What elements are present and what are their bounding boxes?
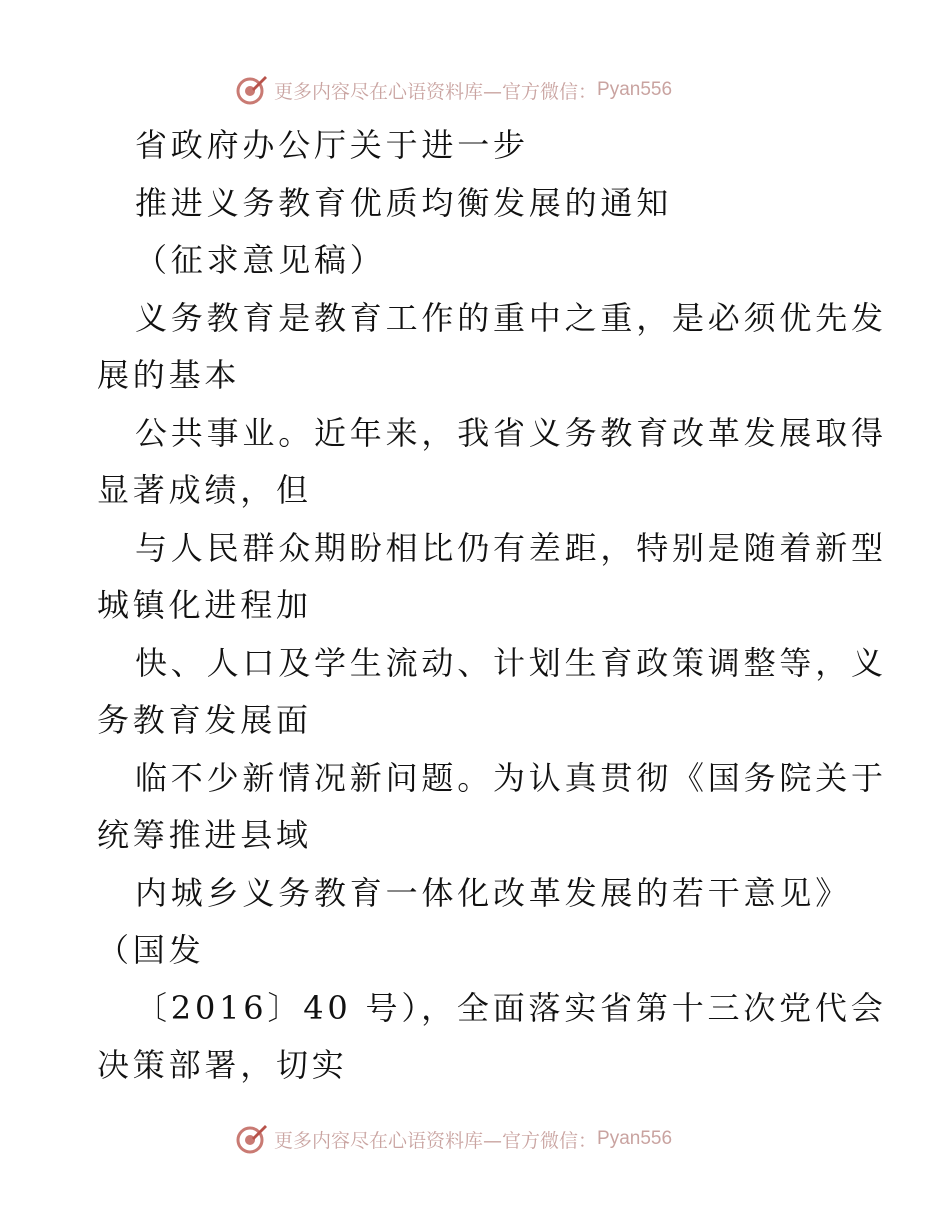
text-line: （国发 — [97, 931, 205, 969]
footer-banner-id: Pyan556 — [597, 1128, 673, 1149]
text-line: 务教育发展面 — [97, 701, 312, 739]
footer-banner — [234, 1121, 672, 1157]
text-line: 快、人口及学生流动、计划生育政策调整等，义 — [135, 643, 887, 682]
text-line: 省政府办公厅关于进一步 — [135, 126, 529, 164]
text-line: 城镇化进程加 — [97, 586, 312, 624]
text-line: 展的基本 — [97, 356, 241, 394]
text-line: 义务教育是教育工作的重中之重，是必须优先发 — [135, 298, 887, 337]
footer-banner-text: 更多内容尽在心语资料库—官方微信： — [274, 1129, 598, 1152]
text-line: 与人民群众期盼相比仍有差距，特别是随着新型 — [135, 528, 887, 567]
text-line: 内城乡义务教育一体化改革发展的若干意见》 — [135, 873, 852, 912]
text-line: 显著成绩，但 — [97, 471, 312, 509]
document-body — [97, 117, 897, 1095]
header-banner — [234, 72, 672, 108]
pen-logo-icon — [234, 73, 268, 107]
text-line: 决策部署，切实 — [97, 1046, 348, 1084]
text-line: 〔2016〕40 号），全面落实省第十三次党代会 — [135, 988, 887, 1027]
text-line: 公共事业。近年来，我省义务教育改革发展取得 — [135, 413, 887, 452]
text-line: 临不少新情况新问题。为认真贯彻《国务院关于 — [135, 758, 887, 797]
text-line: 统筹推进县域 — [97, 816, 312, 854]
text-line: （征求意见稿） — [135, 241, 386, 279]
text-line: 推进义务教育优质均衡发展的通知 — [135, 183, 673, 222]
header-banner-text: 更多内容尽在心语资料库—官方微信： — [274, 80, 598, 103]
pen-logo-icon — [234, 1122, 268, 1156]
header-banner-id: Pyan556 — [597, 79, 673, 100]
